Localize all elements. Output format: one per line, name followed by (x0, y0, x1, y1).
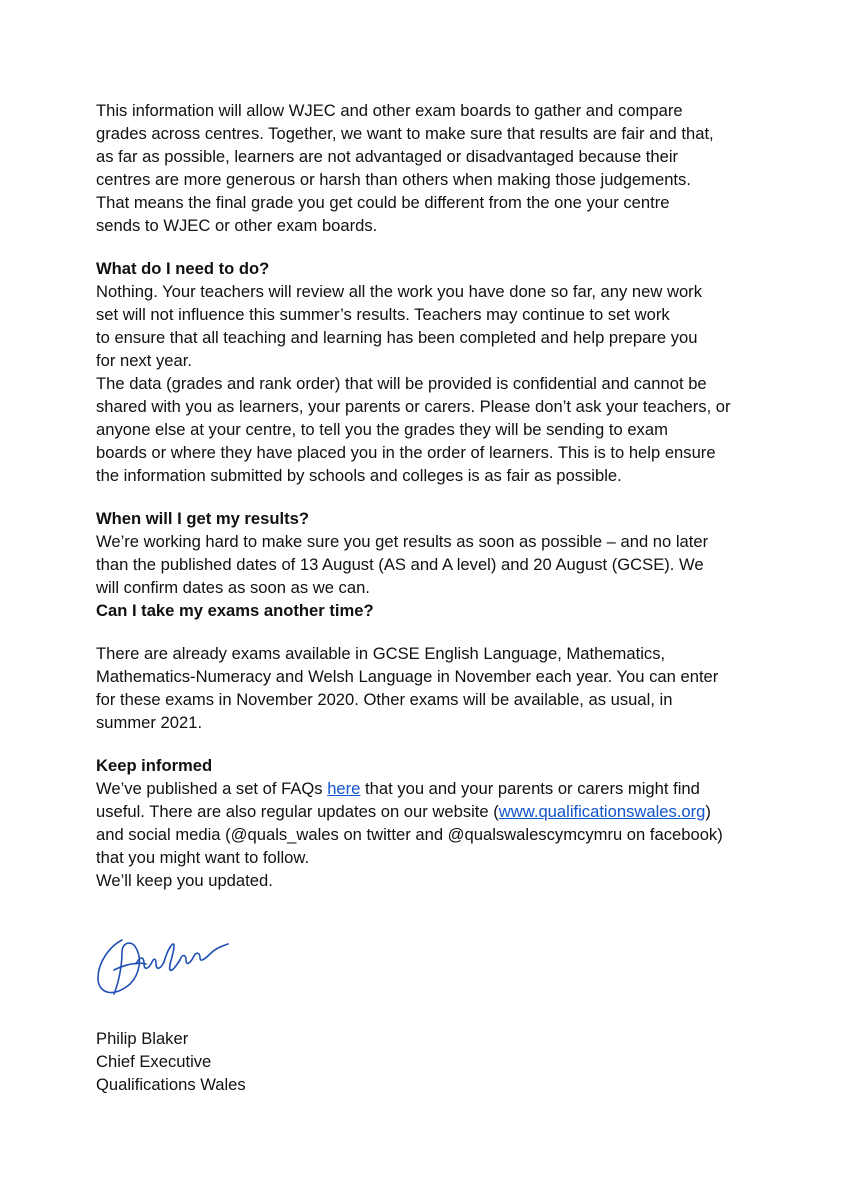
body-line: anyone else at your centre, to tell you the grades they will be sending to exam (96, 420, 668, 439)
heading-results: When will I get my results? (96, 509, 309, 528)
body-line: than the published dates of 13 August (AS and A level) and 20 August (GCSE). We (96, 555, 704, 574)
intro-line: sends to WJEC or other exam boards. (96, 216, 378, 235)
body-line: Mathematics-Numeracy and Welsh Language in November each year. You can enter (96, 667, 719, 686)
signatory-organisation: Qualifications Wales (96, 1075, 246, 1094)
body-line: boards or where they have placed you in the order of learners. This is to help ensure (96, 443, 716, 462)
body-line: Nothing. Your teachers will review all the work you have done so far, any new work (96, 282, 702, 301)
website-text-after: ) (705, 802, 711, 821)
body-line: for next year. (96, 351, 192, 370)
body-line: shared with you as learners, your parents or carers. Please don’t ask your teachers, or (96, 397, 731, 416)
intro-line: This information will allow WJEC and other exam boards to gather and compare (96, 101, 683, 120)
intro-line: That means the final grade you get could be different from the one your centre (96, 193, 670, 212)
body-line: There are already exams available in GCSE English Language, Mathematics, (96, 644, 666, 663)
body-line: that you might want to follow. (96, 848, 310, 867)
body-line: The data (grades and rank order) that will be provided is confidential and cannot be (96, 374, 707, 393)
website-link[interactable]: www.qualificationswales.org (498, 802, 706, 821)
body-line: We’ll keep you updated. (96, 871, 273, 890)
body-line: set will not influence this summer’s results. Teachers may continue to set work (96, 305, 670, 324)
body-line: to ensure that all teaching and learning has been completed and help prepare you (96, 328, 698, 347)
website-text-before: useful. There are also regular updates on our website ( (96, 802, 499, 821)
body-line: and social media (@quals_wales on twitter and @qualswalescymcymru on facebook) (96, 825, 723, 844)
body-line: will confirm dates as soon as we can. (96, 578, 370, 597)
faq-line (96, 777, 700, 800)
intro-line: centres are more generous or harsh than others when making those judgements. (96, 170, 691, 189)
heading-another-time: Can I take my exams another time? (96, 601, 374, 620)
intro-line: as far as possible, learners are not advantaged or disadvantaged because their (96, 147, 679, 166)
body-line: the information submitted by schools and colleges is as fair as possible. (96, 466, 622, 485)
intro-line: grades across centres. Together, we want to make sure that results are fair and that, (96, 124, 714, 143)
signature-image (92, 918, 232, 1008)
heading-what-to-do: What do I need to do? (96, 259, 270, 278)
faq-text-after: that you and your parents or carers might find (360, 779, 700, 798)
signatory-name: Philip Blaker (96, 1029, 189, 1048)
heading-keep-informed: Keep informed (96, 756, 213, 775)
faq-text-before: We’ve published a set of FAQs (96, 779, 328, 798)
signatory-role: Chief Executive (96, 1052, 212, 1071)
body-line: summer 2021. (96, 713, 203, 732)
faq-link[interactable]: here (327, 779, 361, 798)
body-line: for these exams in November 2020. Other exams will be available, as usual, in (96, 690, 673, 709)
body-line: We’re working hard to make sure you get results as soon as possible – and no later (96, 532, 709, 551)
website-line (96, 800, 711, 823)
